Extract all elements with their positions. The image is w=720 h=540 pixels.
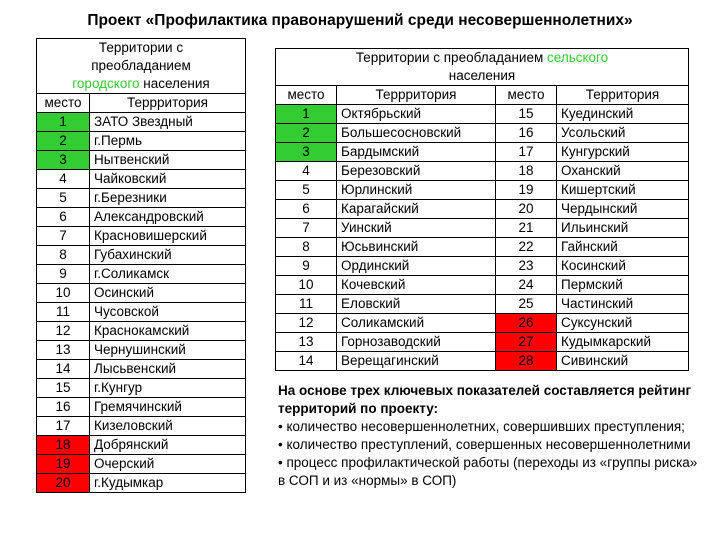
territory-name: г.Березники — [90, 189, 246, 208]
place-number: 20 — [37, 474, 90, 493]
territory-name: Большесосновский — [337, 124, 496, 143]
table-row — [37, 113, 246, 132]
rating-note — [278, 382, 698, 490]
rural-territories-table — [275, 48, 689, 371]
place-number: 18 — [496, 162, 557, 181]
place-number: 26 — [496, 314, 557, 333]
place-number: 18 — [37, 436, 90, 455]
table-row — [276, 314, 689, 333]
urban-header-rest: населения — [139, 76, 210, 91]
territory-name: Чайковский — [90, 170, 246, 189]
rural-table-body — [276, 105, 689, 371]
territory-name: Лысьвенский — [90, 360, 246, 379]
table-row — [37, 189, 246, 208]
territory-name: Губахинский — [90, 246, 246, 265]
place-number: 1 — [276, 105, 337, 124]
table-row — [37, 474, 246, 493]
territory-name: Куединский — [557, 105, 689, 124]
note-heading: На основе трех ключевых показателей составляется рейтинг территорий по проекту: — [278, 383, 692, 416]
place-number: 9 — [37, 265, 90, 284]
place-number: 13 — [37, 341, 90, 360]
rural-col-place2: место — [496, 86, 557, 105]
place-number: 11 — [276, 295, 337, 314]
territory-name: Чердынский — [557, 200, 689, 219]
place-number: 16 — [37, 398, 90, 417]
note-bullet: • количество несовершеннолетних, совершивших преступления; — [278, 419, 685, 434]
urban-col-territory: Террритория — [90, 94, 246, 113]
place-number: 7 — [276, 219, 337, 238]
territory-name: Александровский — [90, 208, 246, 227]
territory-name: Горнозаводский — [337, 333, 496, 352]
table-row — [276, 238, 689, 257]
territory-name: г.Кудымкар — [90, 474, 246, 493]
urban-header-line3 — [41, 75, 241, 93]
place-number: 27 — [496, 333, 557, 352]
table-row — [37, 227, 246, 246]
rural-header-line1 — [280, 49, 684, 67]
territory-name: Осинский — [90, 284, 246, 303]
table-row — [37, 265, 246, 284]
territory-name: г.Соликамск — [90, 265, 246, 284]
page-title: Проект «Профилактика правонарушений среди несовершеннолетних» — [87, 12, 633, 29]
place-number: 3 — [276, 143, 337, 162]
place-number: 17 — [37, 417, 90, 436]
territory-name: Чусовской — [90, 303, 246, 322]
place-number: 3 — [37, 151, 90, 170]
territory-name: Юрлинский — [337, 181, 496, 200]
territory-name: Краснокамский — [90, 322, 246, 341]
place-number: 6 — [276, 200, 337, 219]
place-number: 2 — [37, 132, 90, 151]
place-number: 11 — [37, 303, 90, 322]
place-number: 10 — [37, 284, 90, 303]
place-number: 28 — [496, 352, 557, 371]
territory-name: Частинский — [557, 295, 689, 314]
place-number: 25 — [496, 295, 557, 314]
place-number: 17 — [496, 143, 557, 162]
table-row — [276, 352, 689, 371]
urban-header-line1: Территории с — [98, 40, 184, 55]
territory-name: Березовский — [337, 162, 496, 181]
place-number: 8 — [276, 238, 337, 257]
urban-col-place: место — [37, 94, 90, 113]
territory-name: Усольский — [557, 124, 689, 143]
place-number: 15 — [496, 105, 557, 124]
territory-name: Бардымский — [337, 143, 496, 162]
territory-name: Добрянский — [90, 436, 246, 455]
territory-name: Суксунский — [557, 314, 689, 333]
territory-name: Чернушинский — [90, 341, 246, 360]
place-number: 10 — [276, 276, 337, 295]
territory-name: ЗАТО Звездный — [90, 113, 246, 132]
table-row — [276, 219, 689, 238]
urban-territories-table — [36, 38, 246, 493]
table-row — [37, 379, 246, 398]
table-row — [37, 246, 246, 265]
territory-name: Очерский — [90, 455, 246, 474]
table-row — [37, 417, 246, 436]
place-number: 5 — [37, 189, 90, 208]
place-number: 24 — [496, 276, 557, 295]
table-row — [276, 162, 689, 181]
place-number: 1 — [37, 113, 90, 132]
table-row — [276, 276, 689, 295]
place-number: 8 — [37, 246, 90, 265]
place-number: 14 — [37, 360, 90, 379]
table-row — [276, 105, 689, 124]
table-row — [37, 360, 246, 379]
territory-name: Юсьвинский — [337, 238, 496, 257]
territory-name: Гремячинский — [90, 398, 246, 417]
rural-col-territory2: Территория — [557, 86, 689, 105]
place-number: 13 — [276, 333, 337, 352]
rural-table-header — [276, 49, 689, 86]
place-number: 4 — [276, 162, 337, 181]
table-row — [37, 303, 246, 322]
place-number: 20 — [496, 200, 557, 219]
territory-name: Октябрьский — [337, 105, 496, 124]
place-number: 15 — [37, 379, 90, 398]
place-number: 21 — [496, 219, 557, 238]
place-number: 22 — [496, 238, 557, 257]
territory-name: Красновишерский — [90, 227, 246, 246]
territory-name: Уинский — [337, 219, 496, 238]
territory-name: Ильинский — [557, 219, 689, 238]
rural-col-place: место — [276, 86, 337, 105]
table-row — [37, 170, 246, 189]
place-number: 19 — [37, 455, 90, 474]
table-row — [37, 398, 246, 417]
place-number: 12 — [276, 314, 337, 333]
urban-highlight-word: городского — [72, 76, 140, 91]
territory-name: Еловский — [337, 295, 496, 314]
territory-name: Кизеловский — [90, 417, 246, 436]
place-number: 4 — [37, 170, 90, 189]
territory-name: Кочевский — [337, 276, 496, 295]
territory-name: Кудымкарский — [557, 333, 689, 352]
note-bullet: • количество преступлений, совершенных несовершеннолетними — [278, 437, 691, 452]
urban-header-line2: преобладанием — [91, 58, 191, 73]
territory-name: г.Кунгур — [90, 379, 246, 398]
urban-table-body — [37, 113, 246, 493]
rural-col-territory: Террритория — [337, 86, 496, 105]
territory-name: Гайнский — [557, 238, 689, 257]
urban-table-header — [37, 39, 246, 94]
territory-name: Косинский — [557, 257, 689, 276]
table-row — [37, 151, 246, 170]
territory-name: Соликамский — [337, 314, 496, 333]
territory-name: г.Пермь — [90, 132, 246, 151]
table-row — [37, 455, 246, 474]
table-row — [276, 333, 689, 352]
place-number: 23 — [496, 257, 557, 276]
place-number: 5 — [276, 181, 337, 200]
place-number: 14 — [276, 352, 337, 371]
territory-name: Верещагинский — [337, 352, 496, 371]
territory-name: Ординский — [337, 257, 496, 276]
place-number: 19 — [496, 181, 557, 200]
note-bullet: • процесс профилактической работы (переходы из «группы риска» в СОП и из «нормы» в СОП) — [278, 455, 698, 488]
place-number: 9 — [276, 257, 337, 276]
territory-name: Карагайский — [337, 200, 496, 219]
territory-name: Кишертский — [557, 181, 689, 200]
table-row — [37, 208, 246, 227]
territory-name: Кунгурский — [557, 143, 689, 162]
table-row — [276, 124, 689, 143]
territory-name: Сивинский — [557, 352, 689, 371]
place-number: 12 — [37, 322, 90, 341]
place-number: 7 — [37, 227, 90, 246]
table-row — [37, 436, 246, 455]
territory-name: Пермский — [557, 276, 689, 295]
table-row — [276, 257, 689, 276]
rural-header-prefix: Территории с преобладанием — [355, 50, 548, 65]
rural-header-line2: населения — [448, 68, 516, 83]
place-number: 6 — [37, 208, 90, 227]
territory-name: Оханский — [557, 162, 689, 181]
table-row — [276, 200, 689, 219]
rural-highlight-word: сельского — [547, 50, 609, 65]
place-number: 2 — [276, 124, 337, 143]
territory-name: Нытвенский — [90, 151, 246, 170]
table-row — [276, 181, 689, 200]
table-row — [37, 322, 246, 341]
table-row — [37, 341, 246, 360]
table-row — [276, 295, 689, 314]
place-number: 16 — [496, 124, 557, 143]
table-row — [276, 143, 689, 162]
table-row — [37, 132, 246, 151]
table-row — [37, 284, 246, 303]
